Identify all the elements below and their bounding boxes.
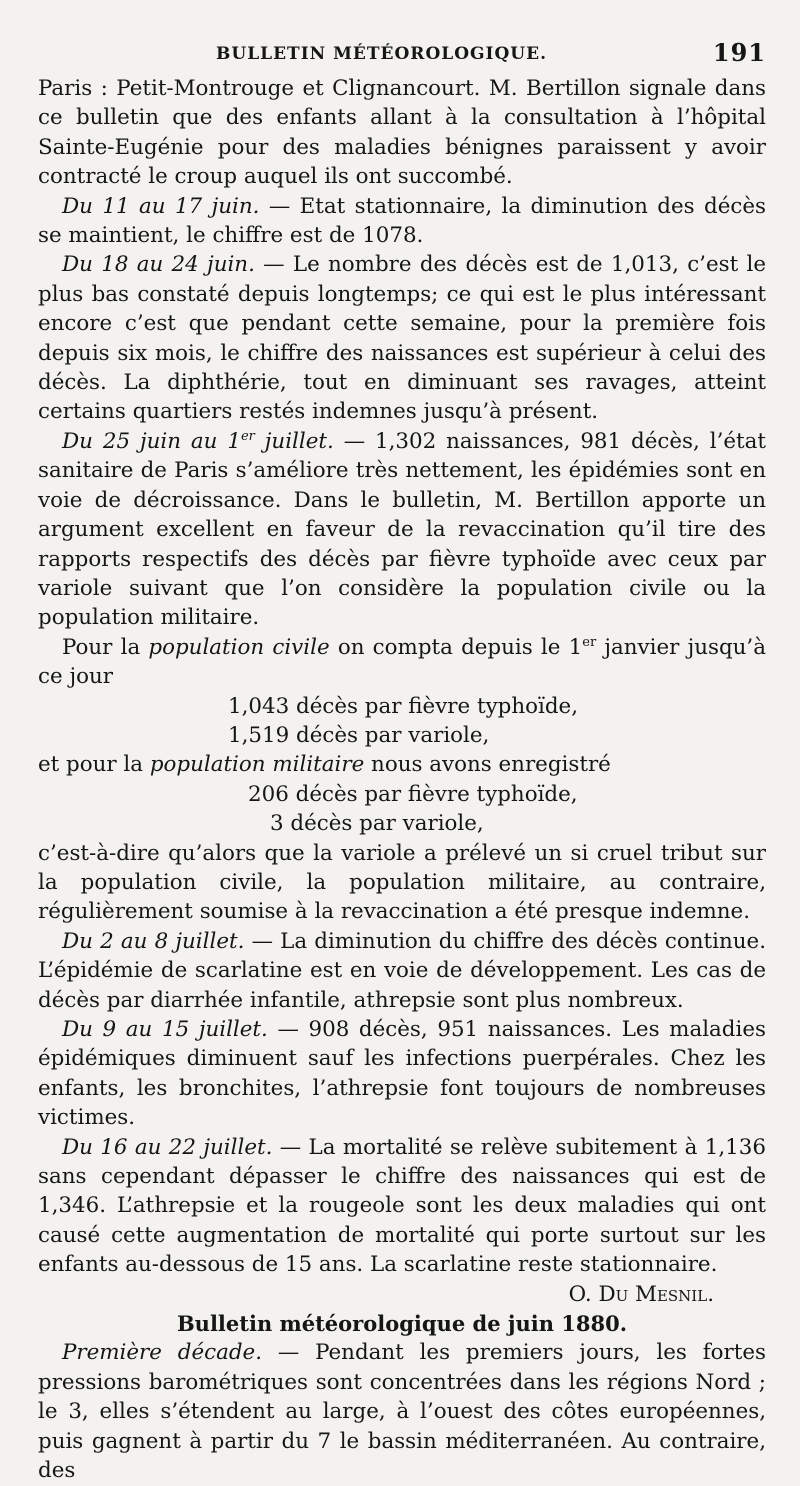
date-label: Du 18 au 24 juin.: [62, 252, 255, 278]
paragraph-week-18-24-juin: Du 18 au 24 juin. — Le nombre des décès est de 1,013, c’est le plus bas constaté depuis longtemps; ce qui est le plus intéressant encore c’est que pendant cette semaine, pour la première fois depuis six mois, le chiffre des naissances est supérieur à celui des décès. La diphthérie, tout en diminuant ses ravages, atteint certains quartiers restés indemnes jusqu’à présent.: [38, 252, 766, 425]
author-signature: O. Du Mesnil.: [568, 1281, 714, 1307]
article-body: [38, 74, 766, 1486]
running-head: [38, 34, 766, 74]
date-label: Du 2 au 8 juillet.: [62, 928, 245, 954]
list-item-civile-variole: 1,519 décès par variole,: [228, 722, 490, 748]
page-number: 191: [712, 38, 766, 67]
date-label: Du 11 au 17 juin.: [62, 193, 260, 219]
paragraph-week-11-17-juin: Du 11 au 17 juin. — Etat stationnaire, la diminution des décès se maintient, le chiffre est de 1078.: [38, 193, 767, 249]
paragraph-intro: Paris : Petit-Montrouge et Clignancourt. M. Bertillon signale dans ce bulletin que des enfants allant à la consultation à l’hôpital Sainte-Eugénie pour des maladies bénignes paraissent y avoir contracté le croup auquel ils ont succombé.: [38, 76, 766, 190]
running-title: BULLETIN MÉTÉOROLOGIQUE.: [216, 44, 547, 64]
list-item-civile-typhoide: 1,043 décès par fièvre typhoïde,: [228, 693, 578, 719]
paragraph-week-9-15-juillet: Du 9 au 15 juillet. — 908 décès, 951 naissances. Les maladies épidémiques diminuent sauf les infections puerpérales. Chez les enfants, les bronchites, l’athrepsie font toujours de nombreuses victimes.: [38, 1017, 766, 1131]
list-item-militaire-variole: 3 décès par variole,: [270, 811, 484, 837]
paragraph-week-25-juin-1-juillet: Du 25 juin au 1er juillet. — 1,302 naissances, 981 décès, l’état sanitaire de Paris s’améliore très nettement, les épidémies sont en voie de décroissance. Dans le bulletin, M. Bertillon apporte un argument excellent en faveur de la revaccination qu’il tire des rapports respectifs des décès par fièvre typhoïde avec ceux par variole suivant que l’on considère la population civile ou la population militaire.: [38, 428, 766, 631]
date-label: Du 9 au 15 juillet.: [62, 1017, 268, 1042]
list-item-militaire-typhoide: 206 décès par fièvre typhoïde,: [248, 781, 578, 807]
date-label: Du 25 juin au 1er juillet.: [62, 428, 334, 454]
paragraph-premiere-decade: Première décade. — Pendant les premiers jours, les fortes pressions barométriques sont concentrées dans les régions Nord ; le 3, elles s’étendent au large, à l’ouest des côtes européennes, puis gagnent à partir du 7 le bassin méditerranéen. Au contraire, des: [38, 1340, 766, 1484]
section-title: Bulletin météorologique de juin 1880.: [176, 1311, 628, 1337]
paragraph-conclusion: c’est-à-dire qu’alors que la variole a prélevé un si cruel tribut sur la population civile, la population militaire, au contraire, régulièrement soumise à la revaccination a été presque indemne.: [38, 840, 766, 925]
paragraph-week-2-8-juillet: Du 2 au 8 juillet. — La diminution du chiffre des décès continue. L’épidémie de scarlatine est en voie de développement. Les cas de décès par diarrhée infantile, athrepsie sont plus nombreux.: [38, 928, 766, 1013]
date-label: Du 16 au 22 juillet.: [62, 1134, 273, 1160]
paragraph-population-militaire: et pour la population militaire nous avons enregistré: [38, 752, 611, 778]
paragraph-week-16-22-juillet: Du 16 au 22 juillet. — La mortalité se relève subitement à 1,136 sans cependant dépasser le chiffre des naissances qui est de 1,346. L’athrepsie et la rougeole sont les deux maladies qui ont causé cette augmentation de mortalité qui porte surtout sur les enfants au-dessous de 15 ans. La scarlatine reste stationnaire.: [38, 1134, 766, 1278]
section-lead: Première décade.: [62, 1340, 263, 1366]
paragraph-population-civile: Pour la population civile on compta depuis le 1er janvier jusqu’à ce jour: [38, 634, 766, 690]
